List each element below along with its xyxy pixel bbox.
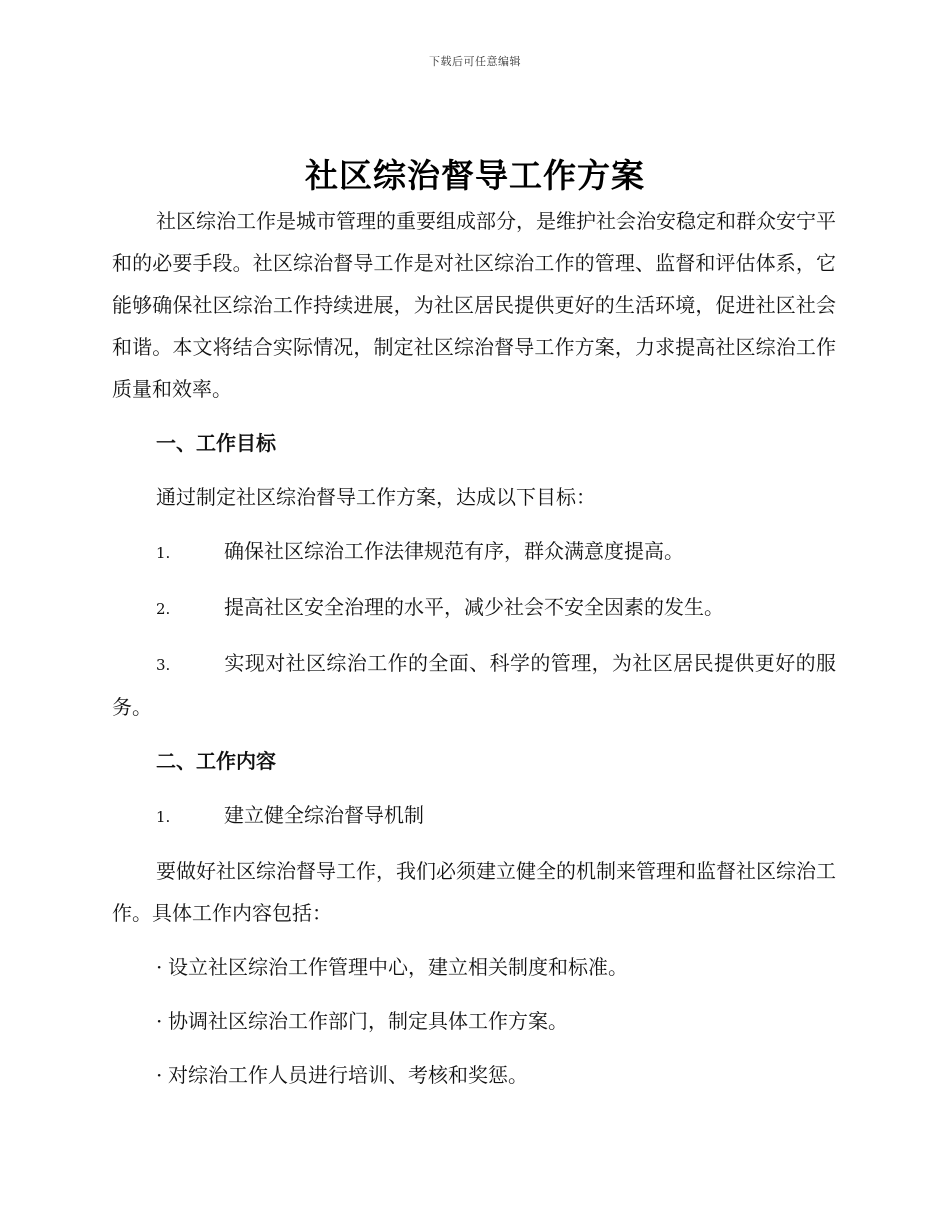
goal-item-number: 3.	[156, 656, 171, 674]
goal-item	[112, 530, 836, 574]
goal-item-text: 确保社区综治工作法律规范有序，群众满意度提高。	[224, 539, 684, 563]
goal-item-number: 2.	[156, 600, 171, 618]
goal-item-text: 实现对社区综治工作的全面、科学的管理，为社区居民提供更好的服务。	[112, 651, 836, 719]
section-heading-goals: 一、工作目标	[156, 431, 276, 455]
bullet-mark: ·	[156, 1009, 163, 1033]
content-subheading-text: 建立健全综治督导机制	[224, 803, 424, 827]
mechanism-paragraph: 要做好社区综治督导工作，我们必须建立健全的机制来管理和监督社区综治工作。具体工作内容包括：	[112, 859, 836, 925]
document-body	[112, 200, 836, 1096]
goals-lead-paragraph: 通过制定社区综治督导工作方案，达成以下目标：	[156, 485, 596, 509]
bullet-item	[112, 946, 836, 988]
document-title: 社区综治督导工作方案	[305, 156, 645, 195]
goal-item-number: 1.	[156, 544, 171, 562]
goal-item-text: 提高社区安全治理的水平，减少社会不安全因素的发生。	[224, 595, 724, 619]
goal-item	[112, 586, 836, 630]
bullet-mark: ·	[156, 1063, 163, 1087]
bullet-mark: ·	[156, 955, 163, 979]
bullet-item-text: 对综治工作人员进行培训、考核和奖惩。	[168, 1063, 528, 1087]
header-note: 下载后可任意编辑	[429, 55, 521, 68]
bullet-item-text: 设立社区综治工作管理中心，建立相关制度和标准。	[168, 955, 628, 979]
bullet-item	[112, 1000, 836, 1042]
goal-item	[112, 642, 836, 728]
content-subheading	[112, 794, 836, 838]
bullet-item-text: 协调社区综治工作部门，制定具体工作方案。	[168, 1009, 568, 1033]
section-heading-content: 二、工作内容	[156, 749, 276, 773]
content-subheading-number: 1.	[156, 808, 171, 826]
intro-paragraph: 社区综治工作是城市管理的重要组成部分，是维护社会治安稳定和群众安宁平和的必要手段。社区综治督导工作是对社区综治工作的管理、监督和评估体系，它能够确保社区综治工作持续进展，为社区居民提供更好的生活环境，促进社区社会和谐。本文将结合实际情况，制定社区综治督导工作方案，力求提高社区综治工作质量和效率。	[112, 209, 836, 401]
bullet-item	[112, 1054, 836, 1096]
